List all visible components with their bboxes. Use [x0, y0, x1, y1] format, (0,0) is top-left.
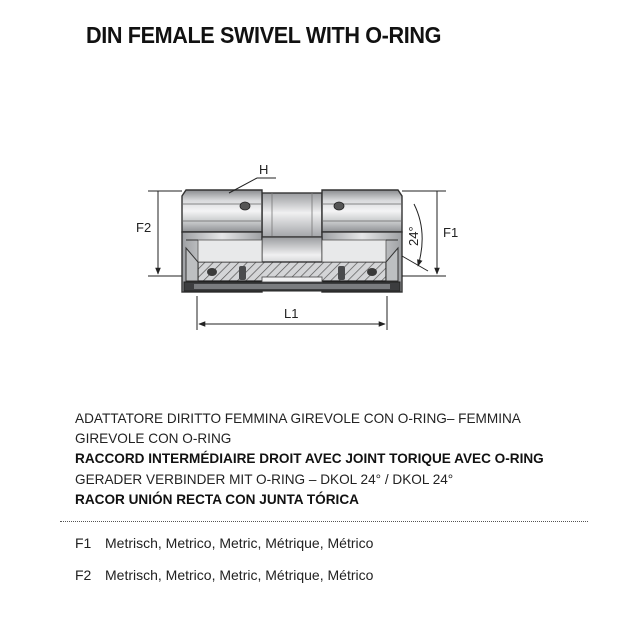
page-title: DIN FEMALE SWIVEL WITH O-RING	[86, 22, 442, 48]
dimension-row-f1	[75, 535, 373, 551]
f1-label: F1	[443, 225, 459, 240]
angle-callout	[402, 204, 428, 271]
center-body	[262, 193, 322, 237]
dimension-code: F1	[75, 535, 92, 551]
section-view	[182, 232, 402, 292]
l1-dimension	[197, 296, 387, 330]
h-label: H	[259, 162, 269, 177]
dimension-value: Metrisch, Metrico, Metric, Métrique, Métrico	[105, 535, 374, 551]
o-ring-left	[207, 268, 217, 276]
description-italian: ADATTATORE DIRITTO FEMMINA GIREVOLE CON O-RING– FEMMINA GIREVOLE CON O-RING	[75, 411, 521, 447]
f2-dimension	[136, 191, 182, 276]
dimension-value: Metrisch, Metrico, Metric, Métrique, Métrico	[105, 567, 374, 583]
dotted-divider	[60, 521, 588, 522]
description-block	[75, 409, 595, 510]
description-spanish: RACOR UNIÓN RECTA CON JUNTA TÓRICA	[75, 491, 359, 507]
l1-label: L1	[284, 306, 299, 321]
angle-label: 24°	[406, 226, 421, 246]
left-swivel-nut	[182, 190, 262, 232]
o-ring-right	[367, 268, 377, 276]
description-german: GERADER VERBINDER MIT O-RING – DKOL 24° / DKOL 24°	[75, 471, 454, 487]
h-callout	[229, 162, 276, 193]
dimension-row-f2	[75, 567, 373, 583]
right-swivel-nut	[322, 190, 402, 232]
description-french: RACCORD INTERMÉDIAIRE DROIT AVEC JOINT TORIQUE AVEC O-RING	[75, 451, 544, 467]
f2-label: F2	[136, 220, 152, 235]
dimension-code: F2	[75, 567, 92, 583]
